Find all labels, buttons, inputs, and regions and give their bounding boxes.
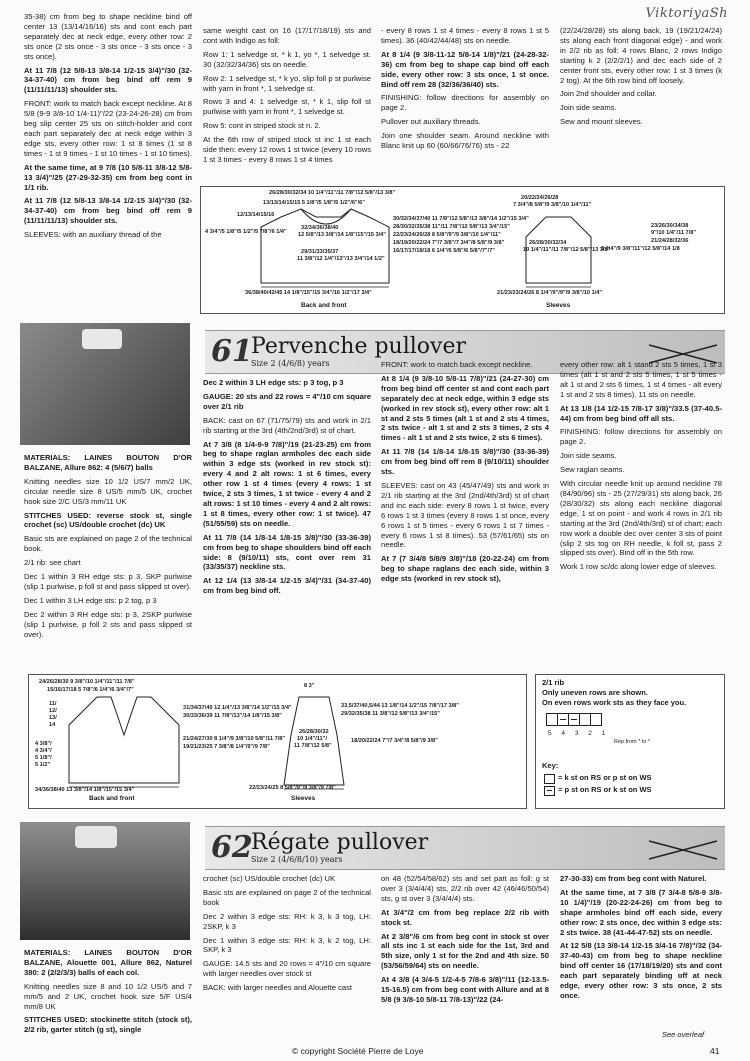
paragraph: SLEEVES: with an auxiliary thread of the [24,230,162,240]
label-3: 12/13/14/15/16 [237,212,275,218]
paragraph: At 12 1/4 (13 3/8-14 1/2-15 3/4)"/31 (34-37-40) cm from beg bind off. [203,576,371,596]
caption-back-front-2: Back and front [89,795,135,802]
label-4: 4 3/4"/5 1/8"/5 1/2"/5 7/8"/6 1/4" [205,229,287,235]
key-purl-legend: = p st on RS or k st on WS [558,785,652,794]
paragraph: Sew raglan seams. [560,465,625,475]
signature-watermark: ViktoriyaSh [645,6,728,21]
label-6: 12 5/8"/13 3/8"/14 1/8"/15"/15 3/4" [298,232,386,238]
label-8: 11 3/8"/12 1/4"/13"/13 3/4"/14 1/2" [297,256,385,262]
paragraph: every other row: alt 1 stand 2 sts 5 times, 1 st 3 times (alt 1 st and 2 sts 5 times, 1 st 5 times - alt 1 st and 2 sts 6 times, 1 st 4 times - alt every 1 st and 2 sts 8 times). 11 sts on needle. [560,360,722,399]
d2-label-3: 11/ [49,701,57,707]
paragraph: At 7 3/8 (8 1/4-9-9 7/8)"/19 (21-23-25) cm from beg to shape raglan armholes dec each side within 3 edge sts (worked in rev stock st): every 4 and 2 alt rows: 1 st 6 times, every other row 1 st 4 times (every 4 rows: 1 st twice, 2 sts 3 times, 1 st twice - every 4 and 2 alt rows: 1 st 10 times - every 4 and 2 alt rows: 1 st 8 times, every other row: 1 st twice). 47 (51/55/59) sts on needle. [203,439,371,528]
paragraph: At 11 7/8 (12 5/8-13 3/8-14 1/2-15 3/4)"/30 (32-34-37-40) cm from beg bind off rem 9 (11/11/11/13) shoulder sts. [24,65,192,95]
paragraph: At 11 7/8 (14 1/8-14 1/8-15 3/8)"/30 (33-36-39) cm from beg bind off rem 8 (9/10/11) shoulder sts. [381,447,549,477]
label-21: 21/24/28/32/36 [651,238,689,244]
d2-label-16: 8 3" [304,683,315,689]
d2-label-20: 33,5/37/40,5/44 13 1/8"/14 1/2"/15 7/8"/17 3/8" [341,703,459,709]
d2-label-2: 15/16/17/18 5 7/8"/6 1/4"/6 3/4"/7" [47,687,134,693]
paragraph: GAUGE: 20 sts and 22 rows = 4"/10 cm square over 2/1 rib [203,391,371,411]
photo-collar [82,329,122,349]
paragraph: (22/24/28/28) sts along back, 19 (19/21/24/24) sts along each front diagonal edge) - and work in 2/2 rib as foll: 4 rows Blanc, 2 rows Indigo starting k 2 (2/2/2/1) and dec each side of 2 center front sts, every other row: 1 st 3 times (k 2 tog). At the 6th row bind off loosely. [560,26,722,85]
banner-62 [205,826,725,870]
label-14: 16/17/17/18/18 6 1/4"/6 5/8"/6 5/8"/7"/7" [393,248,495,254]
paragraph: 27-30-33) cm from beg cont with Naturel. [560,874,707,883]
paragraph: Row 1: 1 selvedge st, * k 1, yo *, 1 selvedge st. 30 (32/32/34/36) sts on needle. [203,49,371,69]
page-number: 41 [710,1046,720,1056]
d2-label-6: 14 [49,722,56,728]
copyright: © copyright Société Pierre de Loye [292,1046,424,1056]
rib-line-1: Only uneven rows are shown. [542,688,648,697]
paragraph: With circular needle knit up around neckline 78 (84/90/96) sts - 25 (27/29/31) sts along back, 26 (28/30/32) sts along each neckline diagonal edge, 1 st on point - and work 4 rows in 2/1 rib starting at the 3rd (2nd/4th/3rd) st of chart; each row work a double dec over center 3 sts of point (slip 2 sts tog on RH needle, k foll st, pass 2 slipped sts over). Bind off in the 5th row. [560,479,722,558]
p62-column-1 [24,948,192,1040]
label-15: 20/22/24/26/28 [521,195,559,201]
paragraph: STITCHES USED: stockinette stitch (stock st), 2/2 rib, garter stitch (g st), single [24,1015,192,1035]
d2-label-18: 10 1/4"/11"/ [297,736,327,742]
paragraph: on 48 (52/54/58/62) sts and set patt as foll: g st over 3 (3/4/4/4) sts, 2/2 rib over 42 (46/46/50/54) sts, g st over 3 (3/4/4/4) sts. [381,874,549,903]
pattern-title-61: Pervenche pullover [251,334,467,359]
paragraph: Pullover out auxiliary threads. [381,117,481,127]
p61-column-1 [24,453,192,668]
top-column-2 [203,26,371,192]
paragraph: Join side seams. [560,451,617,461]
paragraph: MATERIALS: LAINES BOUTON D'OR BALZANE, Allure 862: 4 (5/6/7) balls [24,453,192,472]
rib-chart-grid [546,713,616,727]
paragraph: Work 1 row sc/dc along lower edge of sleeves. [560,562,717,572]
paragraph: Basic sts are explained on page 2 of the technical book. [24,534,192,554]
paragraph: Row 2: 1 selvedge st, * k yo, slip foll p st purlwise with yarn in front *, 1 selvedge st. [203,73,371,93]
d2-label-10: 5 1/2" [35,762,51,768]
label-23: 21/23/23/24/26 8 1/4"/9"/9"/9 3/8"/10 1/4" [497,290,603,296]
paragraph: At 11 7/8 (12 5/8-13 3/8-14 1/2-15 3/4)"/30 (32-34-37-40) cm from beg bind off rem 9 (11/11/11/13) shoulder sts. [24,196,192,226]
p61-column-3 [381,360,549,668]
paragraph: Dec 2 within 3 LH edge sts: p 3 tog, p 3 [203,378,344,387]
paragraph: 2/1 rib: see chart [24,558,81,568]
label-16: 7 3/4"/8 5/8"/9 3/8"/10 1/4"/11" [513,202,592,208]
paragraph: FINISHING: follow directions for assembly on page 2. [381,93,549,113]
p61-column-4 [560,360,722,668]
label-9: 36/38/40/42/45 14 1/8"/15"/15 3/4"/16 1/2"/17 3/4" [245,290,372,296]
paragraph: Join side seams. [560,103,617,113]
label-11: 28/30/32/35/38 11"/11 7/8"/12 5/8"/13 3/4"/15" [393,224,510,230]
pattern-title-62: Régate pullover [251,830,429,855]
p61-column-2 [203,378,371,668]
paragraph: same weight cast on 16 (17/17/18/19) sts and cont with Indigo as foll: [203,26,371,45]
knit-symbol-box [544,774,555,784]
paragraph: Join one shoulder seam. Around neckline with Blanc knit up 60 (60/66/76/76) sts - 22 [381,131,549,151]
label-10: 30/32/34/37/40 11 7/8"/12 5/8"/13 3/8"/14 1/2"/15 3/4" [393,216,529,222]
paragraph: STITCHES USED: reverse stock st, single crochet (sc) US/double crochet (dc) UK [24,510,192,530]
paragraph: FRONT: work to match back except neckline. [381,360,533,369]
p62-column-3 [381,874,549,1040]
d2-label-22: 18/20/22/24 7"/7 3/4"/8 5/8"/9 3/8" [351,738,438,744]
schematic-panel-1 [200,186,725,314]
paragraph: At the same time, at 9 7/8 (10 5/8-11 3/8-12 5/8-13 3/4)"/25 (27-29-32-35) cm from beg cont in 1/1 rib. [24,162,192,192]
rib-numbers: 5 4 3 2 1 [548,730,610,737]
rib-title: 2/1 rib [542,678,565,687]
paragraph: Rows 3 and 4: 1 selvedge st, * k 1, slip foll st purlwise with yarn in front *, 1 selvedge st. [203,97,371,117]
pattern-number-62: 62 [211,830,253,865]
d2-label-5: 13/ [49,715,57,721]
pattern-size-62: Size 2 (4/6/8/10) years [251,855,343,864]
caption-sleeves-2: Sleeves [291,795,316,802]
top-column-1 [24,12,192,324]
paragraph: Basic sts are explained on page 2 of the technical book [203,887,371,907]
paragraph: crochet (sc) US/double crochet (dc) UK [203,874,336,883]
paragraph: 35-38) cm from beg to shape neckline bind off center 13 (13/14/16/16) sts and cont each part separately dec at neck edge, every other row: 2 sts once (2 sts once - 3 sts once - 3 sts once - 3 sts once). [24,12,192,61]
paragraph: Dec 1 within 3 LH edge sts: p 2 tog, p 3 [24,595,157,605]
d2-label-1: 24/26/28/30 9 3/8"/10 1/4"/11"/11 7/8" [39,679,135,685]
paragraph: GAUGE: 14.5 sts and 20 rows = 4"/10 cm square with larger needles over stock st [203,959,371,979]
paragraph: FINISHING: follow directions for assembly on page 2. [560,427,722,447]
d2-label-13: 21/24/27/30 8 1/4"/9 3/8"/10 5/8"/11 7/8" [183,736,286,742]
purl-symbol-box [544,786,555,796]
d2-label-7: 4 3/8"/ [35,741,52,747]
d2-label-15: 34/36/38/40 13 3/8"/14 1/8"/15"/15 3/4" [35,787,135,793]
label-2: 13/13/14/15/15 5 1/8"/5 1/8"/5 1/2"/6"/6" [263,200,365,206]
label-20: 9"/10 1/4"/11 7/8" [651,230,696,236]
label-13: 18/19/20/22/24 7"/7 3/8"/7 3/4"/8 5/8"/9 3/8" [393,240,505,246]
d2-label-11: 31/34/37/40 12 1/4"/13 3/8"/14 1/2"/15 3/4" [183,705,292,711]
rib-repeat-note: Rep from * to * [614,739,651,745]
key-label: Key: [542,761,559,770]
paragraph: MATERIALS: LAINES BOUTON D'OR BALZANE, Alouette 001, Allure 862, Naturel 380: 2 (2/2/3/3) balls of each col. [24,948,192,977]
paragraph: BACK: cast on 67 (71/75/79) sts and work in 2/1 rib starting at the 3rd (4th/2nd/3rd) st of chart. [203,415,371,435]
p62-column-4 [560,874,722,1024]
top-column-3 [381,26,549,192]
paragraph: At 4 3/8 (4 3/4-5 1/2-4-5 7/8-6 3/8)"/11 (12-13.5-15-16.5) cm from beg cont with Allure and at 8 5/8 (9 3/8-10 5/8-11 7/8-13)"/22 (24- [381,975,549,1004]
photo-collar-62 [75,826,117,848]
top-column-4 [560,26,722,192]
label-7: 29/31/33/35/37 [301,249,339,255]
caption-back-front-1: Back and front [301,302,347,309]
label-19: 23/26/30/34/38 [651,223,689,229]
label-12: 22/23/24/26/28 8 5/8"/9"/9 3/8"/10 1/4"/11" [393,232,501,238]
paragraph: At 12 5/8 (13 3/8-14 1/2-15 3/4-16 7/8)"/32 (34-37-40-43) cm from beg to shape neckline bind off center 16 (17/18/19/20) sts and cont each part separately binding off at neck edge, every other row: 3 sts once, 2 sts once. [560,941,722,1000]
paragraph: At 3/4"/2 cm from beg replace 2/2 rib with stock st. [381,907,549,927]
paragraph: - every 8 rows 1 st 4 times - every 8 rows 1 st 5 times). 36 (40/42/44/48) sts on needle. [381,26,549,45]
d2-label-17: 26/28/30/32 [299,729,329,735]
paragraph: At the 6th row of striped stock st inc 1 st each side then: every 12 rows 1 st twice (every 10 rows 1 st 3 times - every 8 rows 1 st 4 times [203,135,371,164]
d2-label-21: 29/32/35/38 11 3/8"/12 5/8"/13 3/4"/15" [341,711,440,717]
d2-label-14: 19/21/23/25 7 3/8"/8 1/4"/9"/9 7/8" [183,744,270,750]
pervenche-pullover-photo [20,323,190,445]
label-18: 10 1/4"/11"/11 7/8"/12 5/8"/13 3/8" [523,247,611,253]
pattern-number-61: 61 [211,334,253,369]
label-5: 32/34/36/38/40 [301,225,339,231]
paragraph: At the same time, at 7 3/8 (7 3/4-8 5/8-9 3/8-10 1/4)"/19 (20-22-24-26) cm from beg to shape armholes bind off each side, every other row: 2 sts once, dec within 3 edge sts: 2 sts twice. 38 (41-44-47-52) sts on needle. [560,887,722,937]
pattern-size-61: Size 2 (4/6/8) years [251,359,330,368]
paragraph: Dec 1 within 3 edge sts: RH: k 3, k 2 tog, LH: SKP, k 3 [203,935,371,955]
d2-label-8: 4 3/4"/ [35,748,52,754]
paragraph: At 7 (7 3/4/8 5/8/9 3/8)"/18 (20-22-24) cm from beg to shape raglans dec each side, within 3 edge sts (worked in rev stock st), [381,554,549,584]
paragraph: Join 2nd shoulder and collar. [560,89,657,99]
key-knit-legend: = k st on RS or p st on WS [558,773,652,782]
paragraph: At 13 1/8 (14 1/2-15 7/8-17 3/8)"/33.5 (37-40.5-44) cm from beg bind off all sts. [560,403,722,423]
paragraph: At 8 1/4 (9 3/8-11-12 5/8-14 1/8)"/21 (24-28-32-36) cm from beg to shape cap bind off each side, every other row: 3 sts once, 1 st once. Bind off rem 28 (32/36/36/40) sts. [381,49,549,89]
d2-label-12: 30/33/36/39 11 7/8"/13"/14 1/8"/15 3/8" [183,713,282,719]
schematic-panel-2 [28,674,527,809]
paragraph: At 2 3/8"/6 cm from beg cont in stock st over all sts inc 1 st each side for the 1st, 3rd and 5th size, only 1 st for the 2nd and 4th size. 50 (53/56/59/64) sts on needle. [381,931,549,971]
label-17: 26/28/30/32/34 [529,240,567,246]
paragraph: Dec 2 within 3 RH edge sts: p 3, 2SKP purlwise (slip 1 purlwise, p foll 2 sts and pass slipped st over). [24,609,192,639]
paragraph: Dec 1 within 3 RH edge sts: p 3, SKP purlwise (slip 1 purlwise, p foll st and pass slipped st over). [24,572,192,591]
caption-sleeves-1: Sleeves [546,302,571,309]
paragraph: Dec 2 within 3 edge sts: RH: k 3, k 3 tog, LH: 2SKP, k 3 [203,911,371,931]
paragraph: Knitting needles size 10 1/2 US/7 mm/2 UK, circular needle size 8 US/5 mm/5 UK, crochet hook size 2/C US/3 mm/11 UK [24,476,192,506]
d2-label-19: 11 7/8"/12 5/8" [294,743,332,749]
paragraph: BACK: with larger needles and Alouette cast [203,983,353,993]
knitting-needles-icon-62 [645,833,720,863]
paragraph: FRONT: work to match back except neckline. At 8 5/8 (9-9 3/8-10 1/4-11)"/22 (23-24-26-28) cm from beg slip center 25 sts on stitch-holder and cont each part separately dec at neck edge within 3 edge sts, every other row: 1 st 8 times (1 st 8 times - 1 st 9 times - 1 st 10 times - 1 st 10 times). [24,99,192,158]
d2-label-4: 12/ [49,708,57,714]
rib-chart-key [535,674,725,809]
label-1: 26/28/30/32/34 10 1/4"/11"/11 7/8"/12 5/8"/13 3/8" [269,190,396,196]
regate-pullover-photo [20,822,190,940]
paragraph: At 8 1/4 (9 3/8-10 5/8-11 7/8)"/21 (24-27-30) cm from beg bind off center st and cont each part separately dec at neck edge, within 3 edge sts (worked in rev stock st), every other row: alt 1 st and 2 sts 5 times (alt 1 st and 2 sts 4 times, 2 sts twice - alt 1 st and 2 sts 3 times, 2 sts 4 times - alt 1 st and 2 sts twice, 2 sts 6 times). [381,373,549,443]
d2-label-23: 22/23/24/25 8 5/8"/9"/9 3/8"/9 7/8" [249,785,336,791]
see-overleaf: See overleaf [662,1030,705,1039]
d2-label-9: 5 1/8"/ [35,755,52,761]
paragraph: SLEEVES: cast on 43 (45/47/49) sts and work in 2/1 rib starting at the 3rd (2nd/4th/3rd) st of chart and inc each side: every 8 rows 1 st twice, every 6 rows 1 st 3 times (every 8 rows 1 st once, every 6 rows 1 st 5 times - every 6 rows 1 st 7 times - every 6 rows 1 st 8 times). 53 (57/61/65) sts on needle. [381,480,549,550]
paragraph: Knitting needles size 8 and 10 1/2 US/5 and 7 mm/5 and 2 UK, crochet hook size 5/F US/4 mm/8 UK [24,981,192,1011]
p62-column-2 [203,874,371,1040]
paragraph: Row 5: cont in striped stock st n. 2. [203,121,321,131]
rib-line-2: On even rows work sts as they face you. [542,698,687,707]
label-22: 8 1/4"/9 3/8"/11"/12 5/8"/14 1/8 [601,246,680,252]
paragraph: Sew and mount sleeves. [560,117,643,127]
paragraph: At 11 7/8 (14 1/8-14 1/8-15 3/8)"/30 (33-36-39) cm from beg to shape shoulders bind off each side: 8 (9/10/11) sts, cont over rem 31 (33/35/37) neckline sts. [203,532,371,572]
